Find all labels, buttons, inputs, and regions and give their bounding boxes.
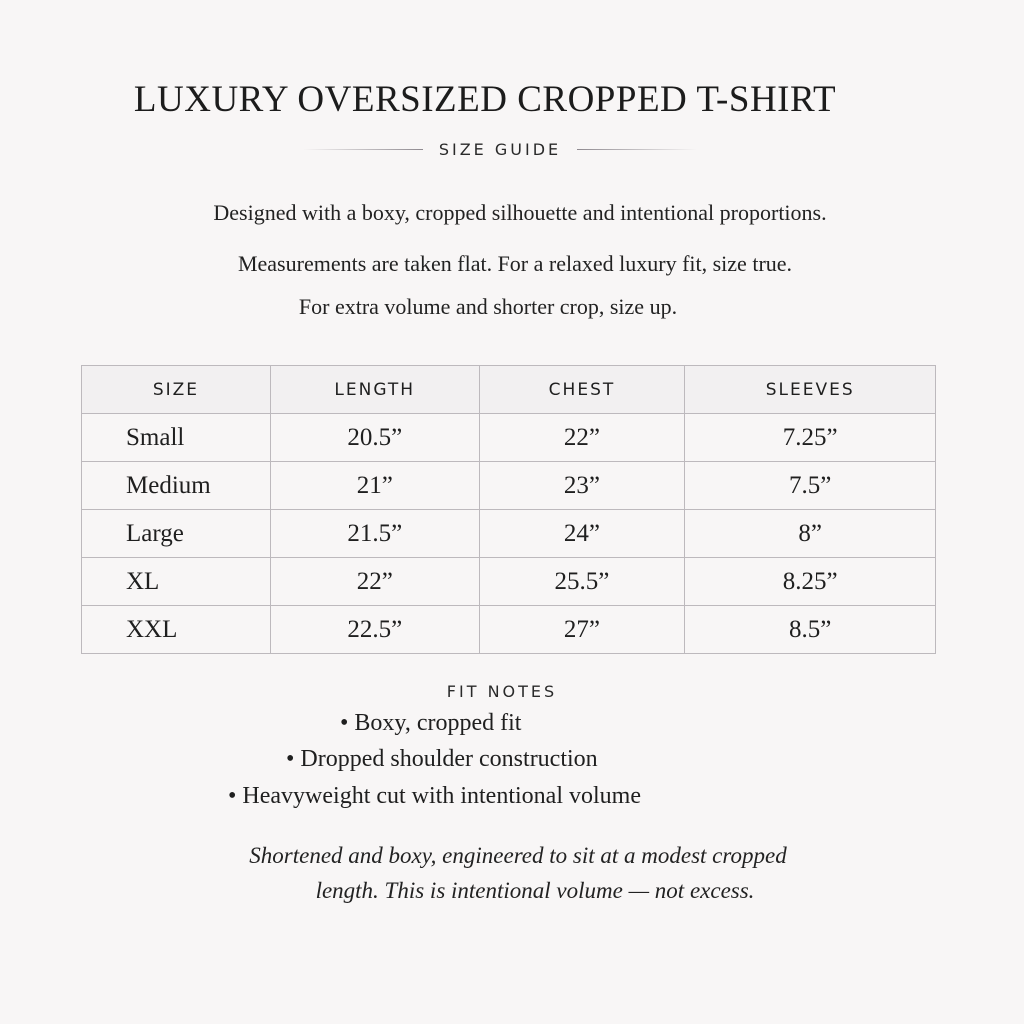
size-cell: XL <box>82 558 271 606</box>
size-cell: XXL <box>82 606 271 654</box>
sleeves-cell: 7.25” <box>685 414 936 462</box>
column-header-length: LENGTH <box>270 366 479 414</box>
length-cell: 22” <box>270 558 479 606</box>
intro-line-3: For extra volume and shorter crop, size up. <box>298 294 678 319</box>
column-header-sleeves: SLEEVES <box>685 366 936 414</box>
size-cell: Large <box>82 510 271 558</box>
chest-cell: 23” <box>479 462 685 510</box>
chest-cell: 25.5” <box>479 558 685 606</box>
table-row <box>82 414 936 462</box>
tagline-line-2: length. This is intentional volume — not excess. <box>315 878 755 903</box>
length-cell: 22.5” <box>270 606 479 654</box>
table-header-row <box>82 366 936 414</box>
table-row <box>82 558 936 606</box>
tagline-line-1: Shortened and boxy, engineered to sit at a modest cropped <box>249 843 787 868</box>
divider-right <box>577 149 697 150</box>
length-cell: 20.5” <box>270 414 479 462</box>
table-row <box>82 462 936 510</box>
table-row <box>82 510 936 558</box>
length-cell: 21.5” <box>270 510 479 558</box>
fit-note-item: • Dropped shoulder construction <box>286 746 598 772</box>
length-cell: 21” <box>270 462 479 510</box>
size-cell: Medium <box>82 462 271 510</box>
column-header-size: SIZE <box>82 366 271 414</box>
divider-left <box>303 149 423 150</box>
intro-line-1: Designed with a boxy, cropped silhouette and intentional proportions. <box>213 200 827 225</box>
intro-line-2: Measurements are taken flat. For a relaxed luxury fit, size true. <box>237 251 793 276</box>
chest-cell: 27” <box>479 606 685 654</box>
sleeves-cell: 8.25” <box>685 558 936 606</box>
chest-cell: 22” <box>479 414 685 462</box>
size-cell: Small <box>82 414 271 462</box>
fit-note-item: • Heavyweight cut with intentional volume <box>228 783 641 809</box>
fit-notes-title: FIT NOTES <box>446 682 558 701</box>
fit-note-item: • Boxy, cropped fit <box>340 710 522 736</box>
sleeves-cell: 8” <box>685 510 936 558</box>
sleeves-cell: 7.5” <box>685 462 936 510</box>
table-row <box>82 606 936 654</box>
size-table <box>81 365 936 654</box>
column-header-chest: CHEST <box>479 366 685 414</box>
subtitle: SIZE GUIDE <box>438 140 562 159</box>
page-title: LUXURY OVERSIZED CROPPED T-SHIRT <box>133 79 837 120</box>
subtitle-group <box>0 140 1000 159</box>
sleeves-cell: 8.5” <box>685 606 936 654</box>
chest-cell: 24” <box>479 510 685 558</box>
